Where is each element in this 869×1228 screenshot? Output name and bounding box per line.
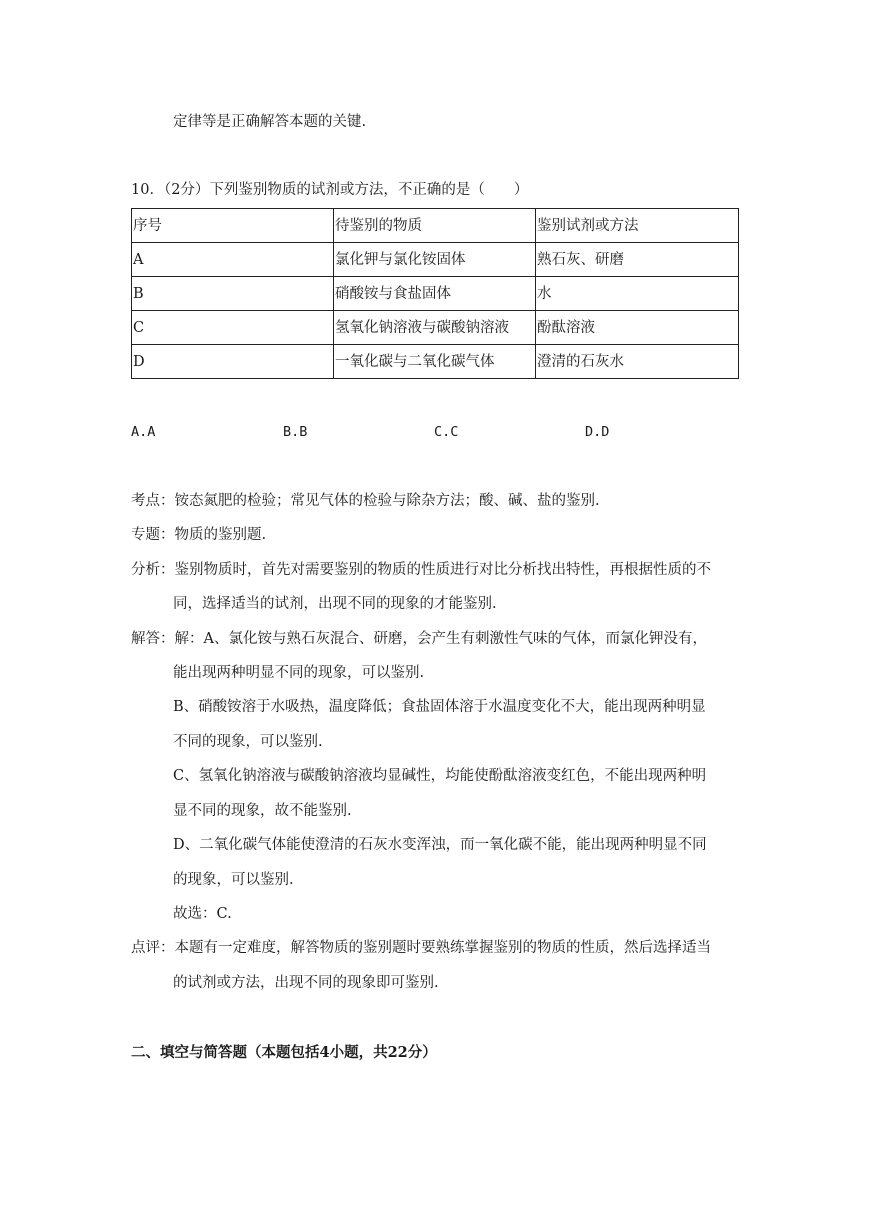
fenxi-line-2: 同，选择适当的试剂，出现不同的现象的才能鉴别.	[173, 596, 497, 612]
table-row	[132, 311, 739, 345]
table-cell: 酚酞溶液	[536, 311, 739, 345]
choice-d: D.D	[585, 424, 610, 440]
dianping-line-2: 的试剂或方法，出现不同的现象即可鉴别.	[173, 975, 439, 991]
table-row	[132, 277, 739, 311]
choice-b: B.B	[283, 424, 308, 440]
table-cell: 氢氧化钠溶液与碳酸钠溶液	[334, 311, 536, 345]
table-header-row	[132, 209, 739, 243]
table-cell: D	[132, 345, 334, 379]
section-heading: 二、填空与简答题（本题包括4小题，共22分）	[131, 1044, 437, 1061]
table-cell: A	[132, 243, 334, 277]
jieda-b-line-1: B、硝酸铵溶于水吸热，温度降低；食盐固体溶于水温度变化不大，能出现两种明显	[173, 699, 706, 715]
table-cell: 氯化钾与氯化铵固体	[334, 243, 536, 277]
fenxi-line-1: 分析：鉴别物质时，首先对需要鉴别的物质的性质进行对比分析找出特性，再根据性质的不	[131, 562, 711, 578]
table-cell: C	[132, 311, 334, 345]
jieda-b-line-2: 不同的现象，可以鉴别.	[173, 734, 323, 750]
jieda-c-line-2: 显不同的现象，故不能鉴别.	[173, 803, 352, 819]
table-header-cell: 序号	[132, 209, 334, 243]
table-cell: 硝酸铵与食盐固体	[334, 277, 536, 311]
table-cell: 澄清的石灰水	[536, 345, 739, 379]
dianping-line-1: 点评：本题有一定难度，解答物质的鉴别题时要熟练掌握鉴别的物质的性质，然后选择适当	[131, 940, 711, 956]
top-continuation-line: 定律等是正确解答本题的关键.	[173, 114, 367, 130]
identification-table	[131, 208, 739, 379]
guxuan-line: 故选：C.	[173, 906, 232, 922]
table-cell: 水	[536, 277, 739, 311]
choice-c: C.C	[434, 424, 459, 440]
table-row	[132, 243, 739, 277]
jieda-d-line-2: 的现象，可以鉴别.	[173, 872, 294, 888]
jieda-line-1: 解答：解：A、氯化铵与熟石灰混合、研磨，会产生有刺激性气味的气体，而氯化钾没有，	[131, 631, 707, 647]
table-cell: 一氧化碳与二氧化碳气体	[334, 345, 536, 379]
table-header-cell: 鉴别试剂或方法	[536, 209, 739, 243]
table-cell: B	[132, 277, 334, 311]
table-row	[132, 345, 739, 379]
jieda-d-line-1: D、二氧化碳气体能使澄清的石灰水变浑浊，而一氧化碳不能，能出现两种明显不同	[173, 837, 707, 853]
kaodian-line: 考点：铵态氮肥的检验；常见气体的检验与除杂方法；酸、碱、盐的鉴别.	[131, 493, 600, 509]
choice-a: A.A	[131, 424, 156, 440]
table-header-cell: 待鉴别的物质	[334, 209, 536, 243]
question-stem: 10．（2分）下列鉴别物质的试剂或方法，不正确的是（ ）	[131, 182, 529, 198]
jieda-line-2: 能出现两种明显不同的现象，可以鉴别.	[173, 665, 425, 681]
zhuanti-line: 专题：物质的鉴别题.	[131, 527, 267, 543]
jieda-c-line-1: C、氢氧化钠溶液与碳酸钠溶液均显碱性，均能使酚酞溶液变红色，不能出现两种明	[173, 768, 707, 784]
table-cell: 熟石灰、研磨	[536, 243, 739, 277]
